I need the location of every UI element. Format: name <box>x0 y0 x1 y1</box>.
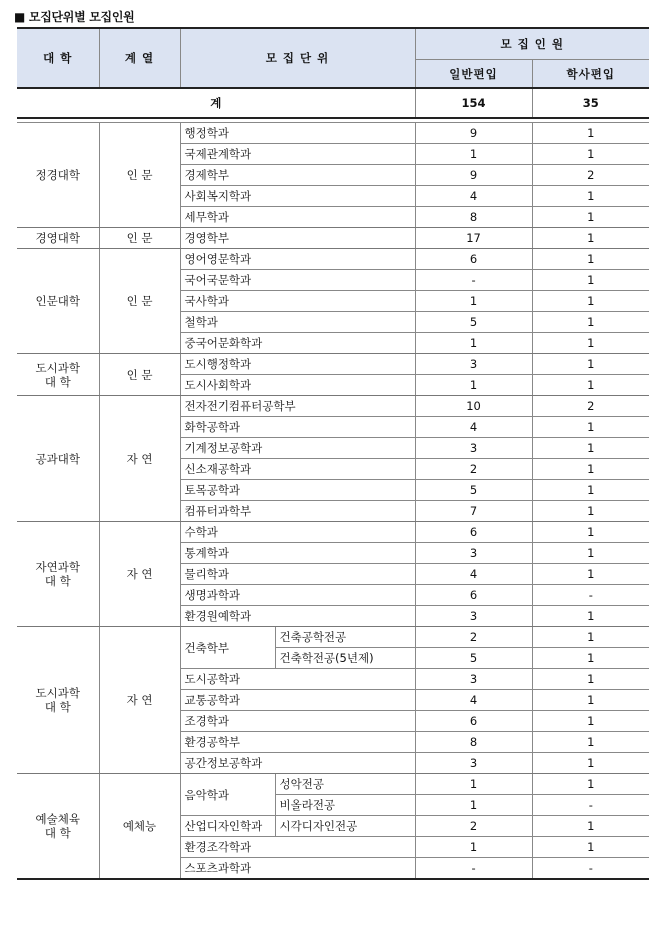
college-name: 도시과학 대 학 <box>17 354 99 396</box>
bachelor-count: 1 <box>532 375 649 396</box>
major-name: 환경조각학과 <box>180 837 415 858</box>
total-bachelor: 35 <box>532 88 649 118</box>
total-label: 계 <box>17 88 415 118</box>
general-count: 2 <box>415 627 532 648</box>
bachelor-count: 1 <box>532 627 649 648</box>
header-unit: 모 집 단 위 <box>180 28 415 88</box>
general-count: 9 <box>415 123 532 144</box>
general-count: 4 <box>415 186 532 207</box>
bachelor-count: - <box>532 585 649 606</box>
bachelor-count: 1 <box>532 207 649 228</box>
field-name: 인 문 <box>99 228 180 249</box>
bachelor-count: 1 <box>532 543 649 564</box>
bachelor-count: 1 <box>532 732 649 753</box>
general-count: 3 <box>415 753 532 774</box>
major-name: 수학과 <box>180 522 415 543</box>
bachelor-count: 1 <box>532 249 649 270</box>
general-count: - <box>415 270 532 291</box>
bachelor-count: - <box>532 795 649 816</box>
major-name: 조경학과 <box>180 711 415 732</box>
bachelor-count: 2 <box>532 165 649 186</box>
table-row <box>17 522 649 543</box>
bachelor-count: 1 <box>532 753 649 774</box>
general-count: 4 <box>415 417 532 438</box>
general-count: 1 <box>415 291 532 312</box>
bachelor-count: 1 <box>532 837 649 858</box>
major-name: 환경원예학과 <box>180 606 415 627</box>
bachelor-count: 1 <box>532 438 649 459</box>
major-name: 전자전기컴퓨터공학부 <box>180 396 415 417</box>
college-name: 예술체육 대 학 <box>17 774 99 880</box>
major-name: 국사학과 <box>180 291 415 312</box>
major-name: 영어영문학과 <box>180 249 415 270</box>
college-name: 경영대학 <box>17 228 99 249</box>
major-name: 도시공학과 <box>180 669 415 690</box>
general-count: 5 <box>415 312 532 333</box>
bachelor-count: 1 <box>532 501 649 522</box>
bachelor-count: 1 <box>532 774 649 795</box>
general-count: 8 <box>415 732 532 753</box>
general-count: 1 <box>415 774 532 795</box>
bachelor-count: 1 <box>532 480 649 501</box>
general-count: 3 <box>415 438 532 459</box>
header-field: 계 열 <box>99 28 180 88</box>
bachelor-count: 1 <box>532 564 649 585</box>
table-row <box>17 354 649 375</box>
bachelor-count: 1 <box>532 690 649 711</box>
header-college: 대 학 <box>17 28 99 88</box>
general-count: 6 <box>415 249 532 270</box>
major-name: 경제학부 <box>180 165 415 186</box>
field-name: 자 연 <box>99 627 180 774</box>
bachelor-count: 1 <box>532 144 649 165</box>
major-name: 도시행정학과 <box>180 354 415 375</box>
table-row <box>17 396 649 417</box>
general-count: 3 <box>415 354 532 375</box>
major-name: 철학과 <box>180 312 415 333</box>
major-name: 행정학과 <box>180 123 415 144</box>
major-name: 도시사회학과 <box>180 375 415 396</box>
general-count: 10 <box>415 396 532 417</box>
header-quota: 모 집 인 원 <box>415 28 649 60</box>
general-count: 1 <box>415 144 532 165</box>
header-bachelor: 학사편입 <box>532 60 649 89</box>
college-name: 자연과학 대 학 <box>17 522 99 627</box>
major-name: 공간정보공학과 <box>180 753 415 774</box>
general-count: 9 <box>415 165 532 186</box>
major-name: 토목공학과 <box>180 480 415 501</box>
sub-major-name: 시각디자인전공 <box>275 816 415 837</box>
field-name: 인 문 <box>99 249 180 354</box>
bachelor-count: 1 <box>532 711 649 732</box>
bachelor-count: 1 <box>532 522 649 543</box>
general-count: 1 <box>415 795 532 816</box>
general-count: 1 <box>415 333 532 354</box>
table-row <box>17 228 649 249</box>
sub-major-name: 비올라전공 <box>275 795 415 816</box>
bachelor-count: 1 <box>532 648 649 669</box>
general-count: 6 <box>415 522 532 543</box>
college-name: 인문대학 <box>17 249 99 354</box>
total-general: 154 <box>415 88 532 118</box>
general-count: 3 <box>415 606 532 627</box>
major-name: 세무학과 <box>180 207 415 228</box>
general-count: 2 <box>415 816 532 837</box>
header-general: 일반편입 <box>415 60 532 89</box>
sub-major-name: 건축공학전공 <box>275 627 415 648</box>
major-name: 교통공학과 <box>180 690 415 711</box>
college-name: 정경대학 <box>17 123 99 228</box>
major-name: 기계정보공학과 <box>180 438 415 459</box>
total-row <box>17 88 649 118</box>
major-name: 통계학과 <box>180 543 415 564</box>
major-name: 신소재공학과 <box>180 459 415 480</box>
major-name: 컴퓨터과학부 <box>180 501 415 522</box>
bachelor-count: 1 <box>532 228 649 249</box>
field-name: 자 연 <box>99 522 180 627</box>
bachelor-count: 2 <box>532 396 649 417</box>
major-name: 물리학과 <box>180 564 415 585</box>
bachelor-count: 1 <box>532 606 649 627</box>
general-count: 4 <box>415 690 532 711</box>
page-title: ■ 모집단위별 모집인원 <box>14 10 135 24</box>
sub-major-name: 성악전공 <box>275 774 415 795</box>
bachelor-count: 1 <box>532 459 649 480</box>
general-count: 1 <box>415 375 532 396</box>
bachelor-count: - <box>532 858 649 880</box>
bachelor-count: 1 <box>532 312 649 333</box>
bachelor-count: 1 <box>532 816 649 837</box>
table-row <box>17 123 649 144</box>
bachelor-count: 1 <box>532 123 649 144</box>
general-count: 4 <box>415 564 532 585</box>
bachelor-count: 1 <box>532 354 649 375</box>
general-count: 5 <box>415 648 532 669</box>
table-row <box>17 249 649 270</box>
table-row <box>17 627 649 648</box>
general-count: - <box>415 858 532 880</box>
bachelor-count: 1 <box>532 417 649 438</box>
general-count: 8 <box>415 207 532 228</box>
field-name: 인 문 <box>99 354 180 396</box>
general-count: 17 <box>415 228 532 249</box>
bachelor-count: 1 <box>532 669 649 690</box>
field-name: 예체능 <box>99 774 180 880</box>
major-name: 사회복지학과 <box>180 186 415 207</box>
major-name: 음악학과 <box>180 774 275 816</box>
major-name: 경영학부 <box>180 228 415 249</box>
admission-quota-table <box>17 27 649 880</box>
field-name: 인 문 <box>99 123 180 228</box>
major-name: 산업디자인학과 <box>180 816 275 837</box>
bachelor-count: 1 <box>532 333 649 354</box>
bachelor-count: 1 <box>532 291 649 312</box>
bachelor-count: 1 <box>532 186 649 207</box>
sub-major-name: 건축학전공(5년제) <box>275 648 415 669</box>
major-name: 중국어문화학과 <box>180 333 415 354</box>
major-name: 국제관계학과 <box>180 144 415 165</box>
college-name: 도시과학 대 학 <box>17 627 99 774</box>
general-count: 3 <box>415 543 532 564</box>
bachelor-count: 1 <box>532 270 649 291</box>
general-count: 2 <box>415 459 532 480</box>
major-name: 생명과학과 <box>180 585 415 606</box>
general-count: 7 <box>415 501 532 522</box>
table-row <box>17 774 649 795</box>
major-name: 스포츠과학과 <box>180 858 415 880</box>
major-name: 환경공학부 <box>180 732 415 753</box>
major-name: 화학공학과 <box>180 417 415 438</box>
college-name: 공과대학 <box>17 396 99 522</box>
general-count: 6 <box>415 711 532 732</box>
field-name: 자 연 <box>99 396 180 522</box>
major-name: 건축학부 <box>180 627 275 669</box>
general-count: 5 <box>415 480 532 501</box>
major-name: 국어국문학과 <box>180 270 415 291</box>
general-count: 6 <box>415 585 532 606</box>
general-count: 1 <box>415 837 532 858</box>
general-count: 3 <box>415 669 532 690</box>
